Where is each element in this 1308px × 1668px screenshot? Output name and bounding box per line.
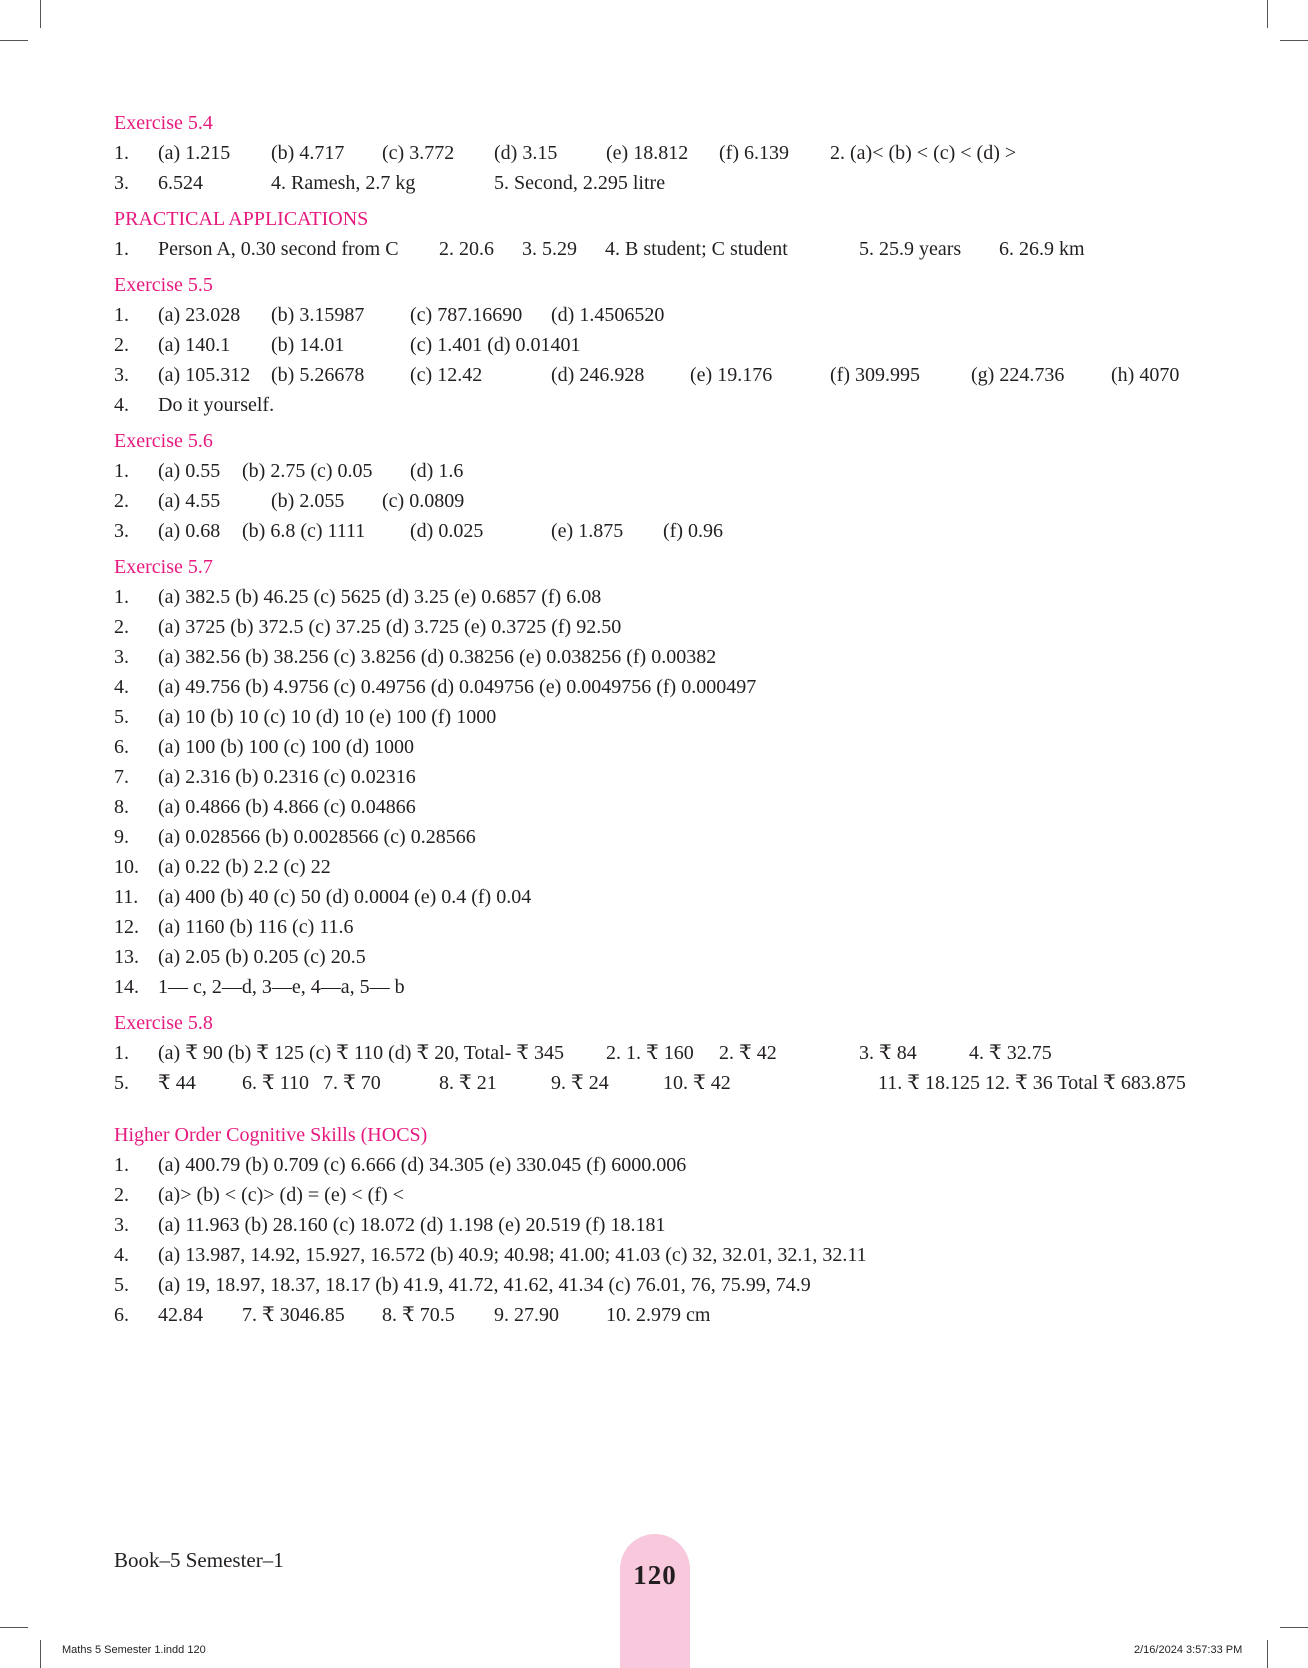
question-number: 1. [114, 586, 129, 608]
answer-cell: (a) 100 (b) 100 (c) 100 (d) 1000 [158, 736, 415, 758]
answer-row [114, 972, 1204, 1002]
answer-cell: (b) 4.717 [271, 142, 345, 164]
answer-row [114, 234, 1204, 264]
question-number: 6. [114, 1304, 129, 1326]
answer-cell: (a) 49.756 (b) 4.9756 (c) 0.49756 (d) 0.049756 (e) 0.0049756 (f) 0.000497 [158, 676, 757, 698]
answer-cell: (a) 0.68 [158, 520, 221, 542]
answer-row [114, 852, 1204, 882]
answer-key [114, 108, 1204, 1330]
answer-cell: (d) 246.928 [551, 364, 645, 386]
answer-cell: (g) 224.736 [971, 364, 1065, 386]
answer-cell: (a) 0.028566 (b) 0.0028566 (c) 0.28566 [158, 826, 476, 848]
answer-row [114, 822, 1204, 852]
answer-cell: (c) 12.42 [410, 364, 483, 386]
answer-cell: 6. 26.9 km [999, 238, 1085, 260]
answer-cell: (b) 3.15987 [271, 304, 365, 326]
crop-mark [1280, 1627, 1308, 1628]
section-heading: Exercise 5.4 [114, 112, 213, 134]
answer-cell: (a) 2.316 (b) 0.2316 (c) 0.02316 [158, 766, 416, 788]
answer-cell: (b) 14.01 [271, 334, 345, 356]
question-number: 10. [114, 856, 139, 878]
answer-row [114, 612, 1204, 642]
answer-cell: 7. ₹ 3046.85 [242, 1304, 345, 1326]
answer-cell: (a) 382.56 (b) 38.256 (c) 3.8256 (d) 0.38256 (e) 0.038256 (f) 0.00382 [158, 646, 717, 668]
answer-cell: (d) 1.4506520 [551, 304, 665, 326]
crop-mark [1280, 40, 1308, 41]
question-number: 2. [114, 616, 129, 638]
answer-cell: (f) 6.139 [719, 142, 789, 164]
answer-cell: (a) 13.987, 14.92, 15.927, 16.572 (b) 40.9; 40.98; 41.00; 41.03 (c) 32, 32.01, 32.1, 32.11 [158, 1244, 867, 1266]
answer-cell: 5. Second, 2.295 litre [494, 172, 666, 194]
answer-cell: (c) 3.772 [382, 142, 455, 164]
question-number: 3. [114, 172, 129, 194]
answer-cell: (b) 5.26678 [271, 364, 365, 386]
answer-cell: (c) 0.0809 [382, 490, 465, 512]
answer-cell: Person A, 0.30 second from C [158, 238, 399, 260]
question-number: 4. [114, 394, 129, 416]
answer-row [114, 390, 1204, 420]
question-number: 1. [114, 238, 129, 260]
answer-cell: 2. 20.6 [439, 238, 494, 260]
answer-row [114, 1300, 1204, 1330]
section-heading: Exercise 5.8 [114, 1012, 213, 1034]
crop-mark [1267, 0, 1268, 28]
answer-row [114, 138, 1204, 168]
question-number: 5. [114, 1274, 129, 1296]
question-number: 3. [114, 646, 129, 668]
question-number: 1. [114, 1042, 129, 1064]
question-number: 1. [114, 304, 129, 326]
answer-row [114, 168, 1204, 198]
answer-cell: (a) 0.55 [158, 460, 221, 482]
question-number: 14. [114, 976, 139, 998]
answer-cell: 1— c, 2—d, 3—e, 4—a, 5— b [158, 976, 405, 998]
answer-row [114, 702, 1204, 732]
answer-cell: (a) ₹ 90 (b) ₹ 125 (c) ₹ 110 (d) ₹ 20, Total- ₹ 345 [158, 1042, 565, 1064]
section-heading: Exercise 5.5 [114, 274, 213, 296]
section-heading: Exercise 5.6 [114, 430, 213, 452]
answer-cell: (a) 105.312 [158, 364, 251, 386]
question-number: 1. [114, 142, 129, 164]
answer-row [114, 642, 1204, 672]
answer-cell: (d) 3.15 [494, 142, 558, 164]
answer-cell: 2. (a)< (b) < (c) < (d) > [830, 142, 1017, 164]
question-number: 2. [114, 490, 129, 512]
slug-filename: Maths 5 Semester 1.indd 120 [62, 1644, 206, 1656]
answer-cell: (a) 140.1 [158, 334, 231, 356]
answer-cell: (a) 4.55 [158, 490, 221, 512]
answer-cell: (d) 0.025 [410, 520, 484, 542]
answer-cell: (a) 1.215 [158, 142, 231, 164]
answer-row [114, 942, 1204, 972]
answer-row [114, 1038, 1204, 1068]
answer-cell: 6. ₹ 110 [242, 1072, 309, 1094]
answer-row [114, 360, 1204, 390]
answer-row [114, 300, 1204, 330]
answer-cell: (a) 1160 (b) 116 (c) 11.6 [158, 916, 354, 938]
question-number: 1. [114, 460, 129, 482]
answer-cell: 4. ₹ 32.75 [969, 1042, 1052, 1064]
answer-row [114, 1180, 1204, 1210]
answer-cell: (e) 19.176 [690, 364, 773, 386]
answer-cell: 5. 25.9 years [859, 238, 962, 260]
section-heading: PRACTICAL APPLICATIONS [114, 208, 369, 230]
answer-cell: 4. Ramesh, 2.7 kg [271, 172, 416, 194]
question-number: 12. [114, 916, 139, 938]
slug-timestamp: 2/16/2024 3:57:33 PM [1134, 1644, 1243, 1656]
answer-row [114, 1240, 1204, 1270]
answer-cell: (a) 10 (b) 10 (c) 10 (d) 10 (e) 100 (f) 1000 [158, 706, 497, 728]
book-label: Book–5 Semester–1 [114, 1548, 284, 1572]
question-number: 5. [114, 706, 129, 728]
section-heading: Higher Order Cognitive Skills (HOCS) [114, 1124, 428, 1146]
answer-cell: 11. ₹ 18.125 12. ₹ 36 Total ₹ 683.875 [878, 1072, 1186, 1094]
answer-cell: (e) 18.812 [606, 142, 689, 164]
answer-row [114, 1210, 1204, 1240]
answer-row [114, 762, 1204, 792]
answer-cell: (a) 23.028 [158, 304, 241, 326]
answer-cell: (a) 19, 18.97, 18.37, 18.17 (b) 41.9, 41.72, 41.62, 41.34 (c) 76.01, 76, 75.99, 74.9 [158, 1274, 811, 1296]
answer-cell: (f) 0.96 [663, 520, 723, 542]
answer-cell: 10. 2.979 cm [606, 1304, 711, 1326]
question-number: 2. [114, 334, 129, 356]
answer-cell: (e) 1.875 [551, 520, 624, 542]
answer-row [114, 486, 1204, 516]
answer-cell: 8. ₹ 70.5 [382, 1304, 455, 1326]
section-heading: Exercise 5.7 [114, 556, 213, 578]
answer-cell: (a) 3725 (b) 372.5 (c) 37.25 (d) 3.725 (e) 0.3725 (f) 92.50 [158, 616, 622, 638]
answer-cell: 2. 1. ₹ 160 [606, 1042, 694, 1064]
question-number: 9. [114, 826, 129, 848]
answer-cell: (a) 11.963 (b) 28.160 (c) 18.072 (d) 1.198 (e) 20.519 (f) 18.181 [158, 1214, 666, 1236]
answer-cell: (b) 6.8 (c) 1111 [242, 520, 366, 542]
answer-cell: (a) 0.22 (b) 2.2 (c) 22 [158, 856, 331, 878]
crop-mark [40, 0, 41, 28]
answer-row [114, 672, 1204, 702]
answer-cell: 9. 27.90 [494, 1304, 559, 1326]
answer-cell: 42.84 [158, 1304, 203, 1326]
answer-cell: 4. B student; C student [605, 238, 788, 260]
question-number: 2. [114, 1184, 129, 1206]
answer-row [114, 1068, 1204, 1098]
answer-cell: ₹ 44 [158, 1072, 196, 1094]
crop-mark [40, 1640, 41, 1668]
page-tab [620, 1534, 690, 1668]
answer-cell: 3. ₹ 84 [859, 1042, 917, 1064]
question-number: 13. [114, 946, 139, 968]
answer-cell: 2. ₹ 42 [719, 1042, 777, 1064]
answer-cell: 7. ₹ 70 [323, 1072, 381, 1094]
answer-cell: 9. ₹ 24 [551, 1072, 609, 1094]
answer-row [114, 792, 1204, 822]
question-number: 7. [114, 766, 129, 788]
answer-row [114, 1270, 1204, 1300]
crop-mark [1267, 1640, 1268, 1668]
answer-cell: (b) 2.75 (c) 0.05 [242, 460, 373, 482]
answer-cell: (a)> (b) < (c)> (d) = (e) < (f) < [158, 1184, 404, 1206]
answer-cell: (c) 787.16690 [410, 304, 523, 326]
question-number: 11. [114, 886, 139, 908]
answer-cell: 3. 5.29 [522, 238, 577, 260]
question-number: 6. [114, 736, 129, 758]
answer-row [114, 582, 1204, 612]
answer-cell: (a) 2.05 (b) 0.205 (c) 20.5 [158, 946, 366, 968]
question-number: 3. [114, 1214, 129, 1236]
question-number: 8. [114, 796, 129, 818]
answer-row [114, 516, 1204, 546]
answer-row [114, 1150, 1204, 1180]
answer-cell: 10. ₹ 42 [663, 1072, 731, 1094]
answer-row [114, 912, 1204, 942]
answer-cell: (a) 0.4866 (b) 4.866 (c) 0.04866 [158, 796, 416, 818]
answer-row [114, 456, 1204, 486]
answer-row [114, 330, 1204, 360]
question-number: 4. [114, 676, 129, 698]
answer-cell: (a) 400 (b) 40 (c) 50 (d) 0.0004 (e) 0.4 (f) 0.04 [158, 886, 532, 908]
answer-cell: 8. ₹ 21 [439, 1072, 497, 1094]
page-number: 120 [633, 1560, 677, 1590]
answer-cell: Do it yourself. [158, 394, 275, 416]
answer-row [114, 732, 1204, 762]
question-number: 4. [114, 1244, 129, 1266]
answer-row [114, 882, 1204, 912]
answer-cell: (d) 1.6 [410, 460, 464, 482]
crop-mark [0, 1627, 28, 1628]
question-number: 5. [114, 1072, 129, 1094]
answer-cell: (a) 400.79 (b) 0.709 (c) 6.666 (d) 34.305 (e) 330.045 (f) 6000.006 [158, 1154, 687, 1176]
question-number: 3. [114, 520, 129, 542]
answer-cell: (b) 2.055 [271, 490, 345, 512]
answer-cell: (h) 4070 [1111, 364, 1180, 386]
answer-cell: (a) 382.5 (b) 46.25 (c) 5625 (d) 3.25 (e) 0.6857 (f) 6.08 [158, 586, 602, 608]
question-number: 1. [114, 1154, 129, 1176]
answer-cell: 6.524 [158, 172, 203, 194]
question-number: 3. [114, 364, 129, 386]
answer-cell: (f) 309.995 [830, 364, 920, 386]
answer-cell: (c) 1.401 (d) 0.01401 [410, 334, 581, 356]
crop-mark [0, 40, 28, 41]
